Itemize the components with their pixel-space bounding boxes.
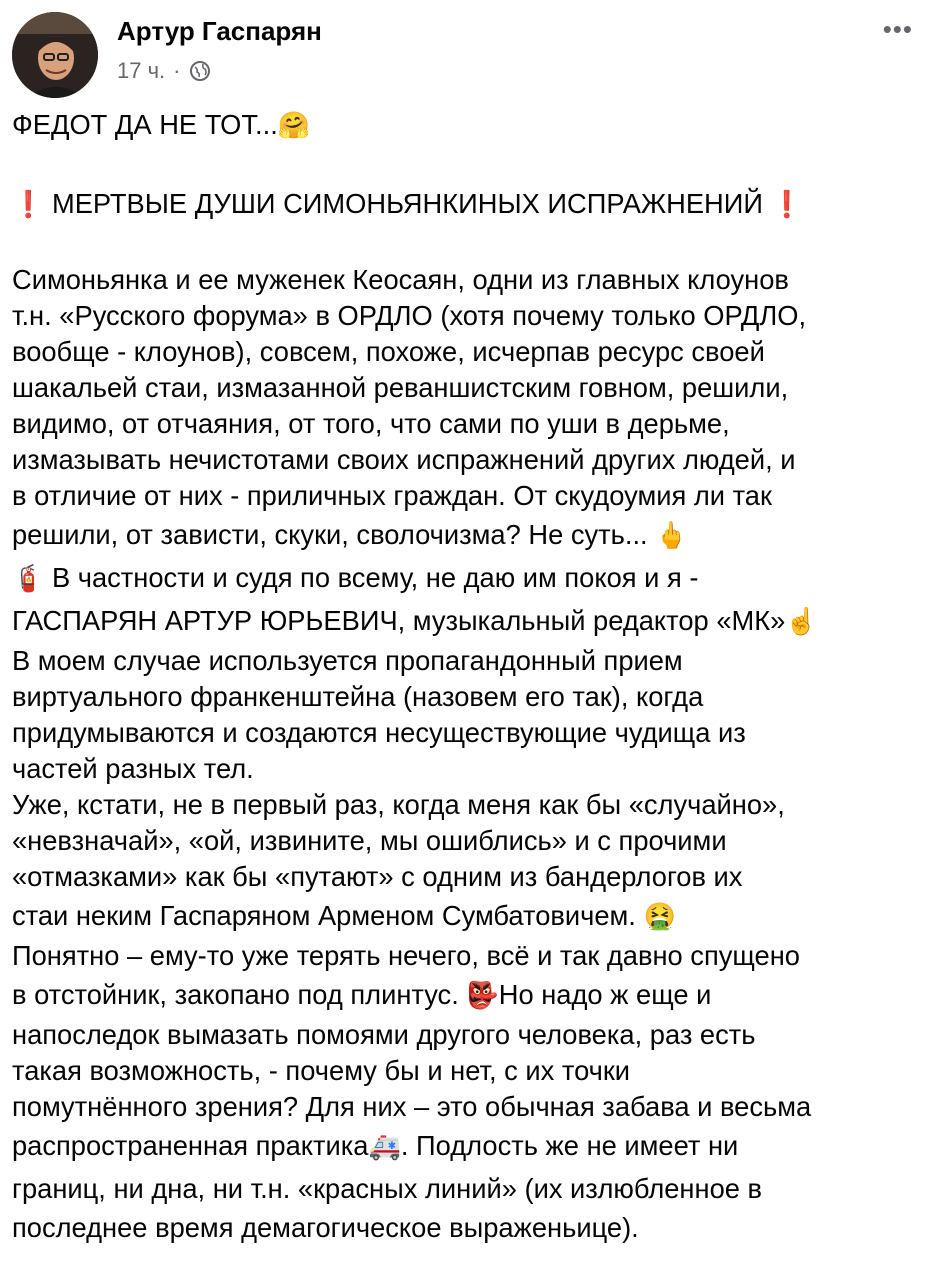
goblin-mask-icon: 👺: [466, 981, 499, 1011]
globe-icon: [189, 60, 211, 82]
body-line: помутнённого зрения? Для них – это обычная забава и весьма: [12, 1091, 812, 1122]
body-line: вообще - клоунов), совсем, похоже, исчерпав ресурс своей: [12, 336, 765, 367]
post-time[interactable]: 17 ч.: [117, 58, 166, 83]
line-text: в отстойник, закопано под плинтус.: [12, 979, 467, 1010]
exclamation-icon: ❗: [770, 190, 803, 220]
line-text: ГАСПАРЯН АРТУР ЮРЬЕВИЧ, музыкальный редактор «МК»: [12, 605, 786, 636]
ambulance-icon: 🚑: [368, 1132, 401, 1162]
pointing-up-icon: ☝️: [785, 607, 818, 637]
spacer: [12, 147, 917, 183]
post-title: [12, 104, 917, 147]
body-line: шакальей стаи, измазанной реваншистским говном, решили,: [12, 372, 789, 403]
line-text: стаи неким Гаспаряном Арменом Сумбатовичем.: [12, 900, 644, 931]
body-line: напоследок вымазать помоями другого человека, раз есть: [12, 1019, 756, 1050]
body-line: т.н. «Русского форума» в ОРДЛО (хотя почему только ОРДЛО,: [12, 300, 807, 331]
exclamation-icon: ❗: [12, 190, 45, 220]
body-line: [12, 600, 917, 643]
post-header: [0, 0, 931, 100]
meta-separator: ·: [173, 58, 181, 83]
body-line: Симоньянка и ее муженек Кеосаян, одни из главных клоунов: [12, 264, 789, 295]
body-line: частей разных тел.: [12, 753, 254, 784]
body-line: последнее время демагогическое выраженьице).: [12, 1212, 639, 1243]
title-text: ФЕДОТ ДА НЕ ТОТ...: [12, 109, 278, 140]
line-text: решили, от зависти, скуки, сволочизма? Не суть...: [12, 519, 656, 550]
avatar-photo: [12, 12, 98, 98]
post-text: [12, 104, 917, 1246]
heading-text: МЕРТВЫЕ ДУШИ СИМОНЬЯНКИНЫХ ИСПРАЖНЕНИЙ: [44, 188, 771, 219]
vomiting-face-icon: 🤮: [643, 902, 676, 932]
line-text: распространенная практика: [12, 1130, 369, 1161]
spacer: [12, 226, 917, 262]
body-line: видимо, от отчаяния, от того, что сами по уши в дерьме,: [12, 408, 730, 439]
body-line: «отмазками» как бы «путают» с одним из бандерлогов их: [12, 861, 743, 892]
body-line: границ, ни дна, ни т.н. «красных линий» (их излюбленное в: [12, 1173, 763, 1204]
body-line: «невзначай», «ой, извините, мы ошиблись» и с прочими: [12, 825, 727, 856]
fire-extinguisher-icon: 🧯: [12, 564, 45, 594]
body-line: виртуального франкенштейна (назовем его так), когда: [12, 681, 704, 712]
body-line: [12, 974, 917, 1017]
body-line: [12, 1125, 917, 1168]
body-line: Уже, кстати, не в первый раз, когда меня как бы «случайно»,: [12, 789, 785, 820]
post-heading: [12, 183, 917, 226]
hugging-face-icon: 🤗: [277, 111, 311, 141]
body-line: [12, 514, 917, 557]
body-line: измазывать нечистотами своих испражнений других людей, и: [12, 444, 796, 475]
body-line: Понятно – ему-то уже терять нечего, всё и так давно спущено: [12, 940, 800, 971]
line-text: В частности и судя по всему, не даю им покоя и я -: [44, 562, 699, 593]
post-meta: [117, 58, 211, 84]
line-text: . Подлость же не имеет ни: [400, 1130, 739, 1161]
author-name[interactable]: Артур Гаспарян: [117, 16, 322, 46]
body-line: такая возможность, - почему бы и нет, с их точки: [12, 1055, 631, 1086]
body-line: придумываются и создаются несуществующие чудища из: [12, 717, 746, 748]
more-options-icon[interactable]: •••: [882, 14, 913, 44]
body-line: [12, 557, 917, 600]
author-avatar[interactable]: [12, 12, 98, 98]
line-text: Но надо ж еще и: [498, 979, 712, 1010]
middle-finger-icon: 🖕: [655, 521, 688, 551]
body-line: В моем случае используется пропагандонный прием: [12, 645, 683, 676]
body-line: в отличие от них - приличных граждан. От скудоумия ли так: [12, 480, 772, 511]
body-line: [12, 895, 917, 938]
